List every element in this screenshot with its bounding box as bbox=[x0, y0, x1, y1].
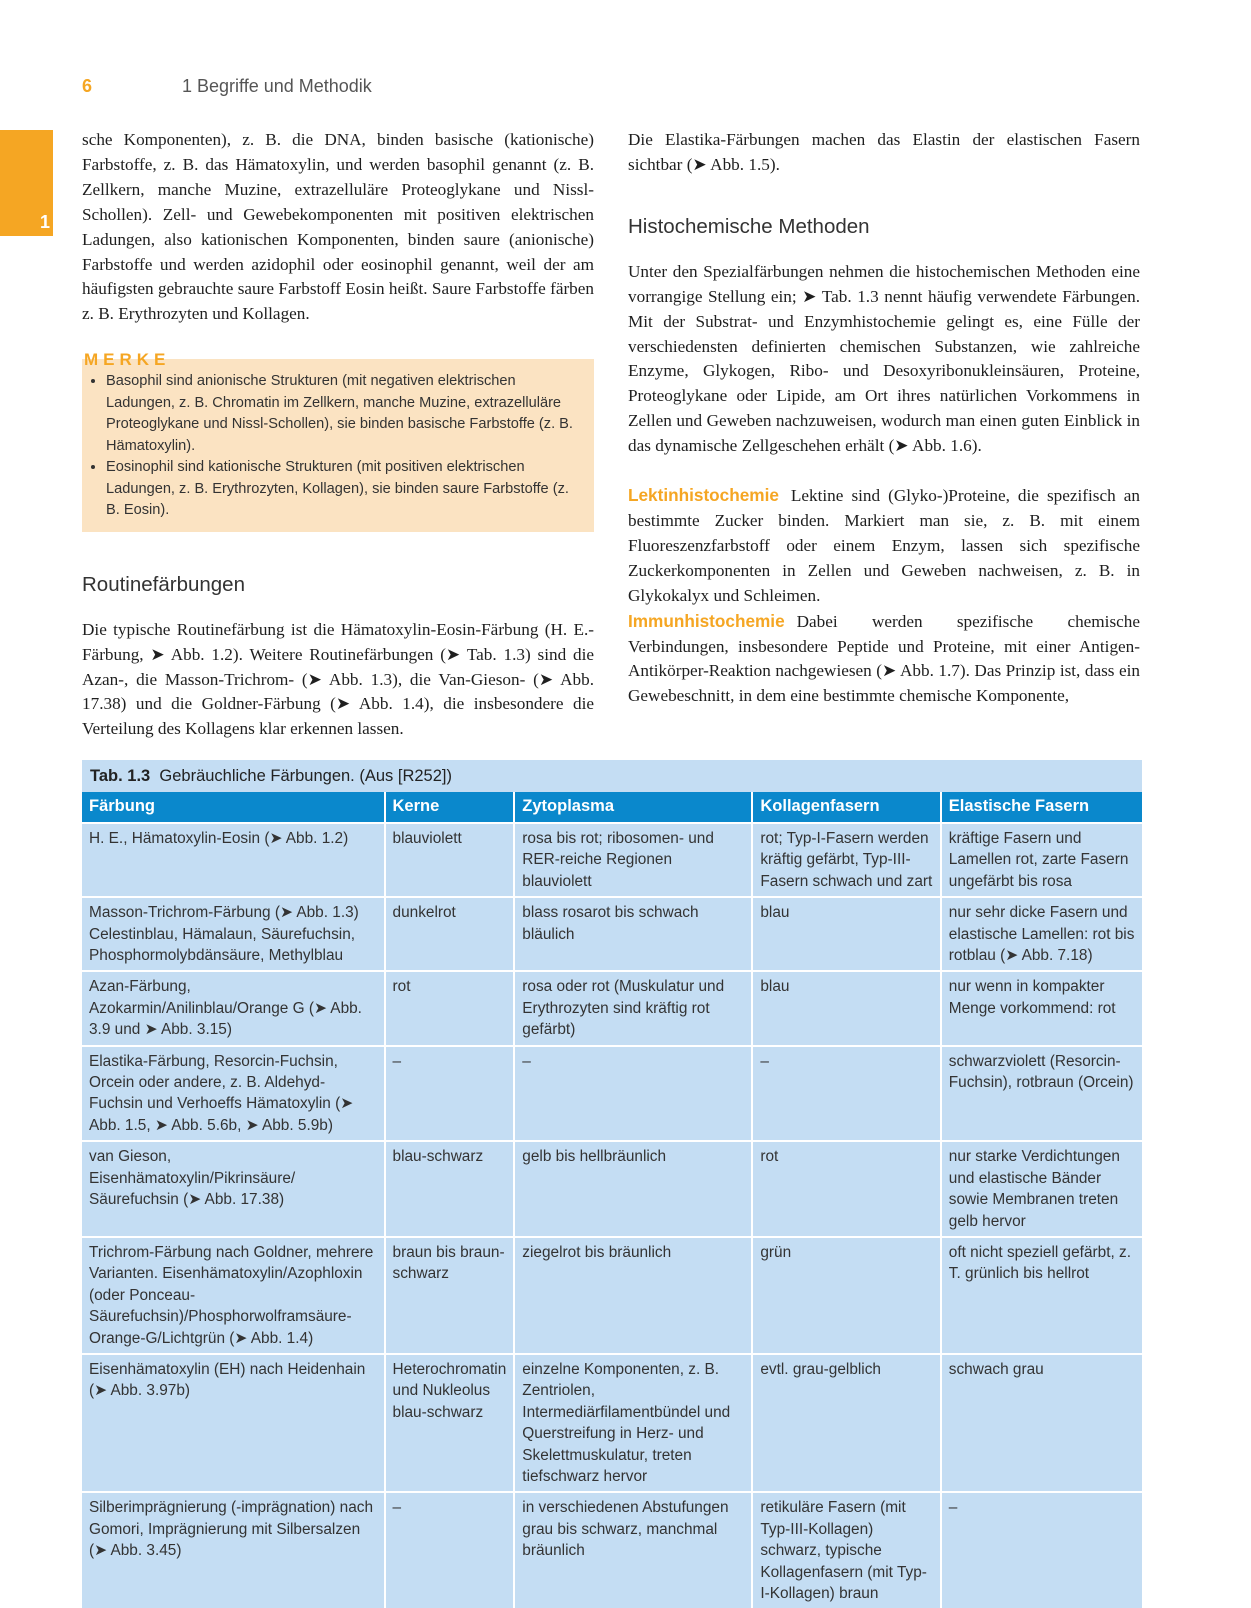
chapter-side-tab bbox=[0, 130, 53, 236]
merke-item: • Eosinophil sind kationische Strukturen (mit positiven elektrischen Ladungen, z. B. Erythrozyten, Kollagen), sie binden saure Farbstoffe (z. B. Eosin). bbox=[106, 457, 584, 522]
heading-routinefaerbungen: Routinefärbungen bbox=[82, 572, 245, 596]
table-cell: gelb bis hellbräunlich bbox=[514, 1141, 752, 1237]
table-cell: ziegelrot bis bräunlich bbox=[514, 1237, 752, 1354]
table-cell: van Gieson, Eisenhämatoxylin/Pikrinsäure/ Säurefuchsin (➤ Abb. 17.38) bbox=[82, 1141, 385, 1237]
table-row bbox=[82, 823, 1142, 897]
table-cell: rot bbox=[752, 1141, 940, 1237]
column-header: Zytoplasma bbox=[514, 792, 752, 823]
column-header: Elastische Fasern bbox=[941, 792, 1142, 823]
merke-list bbox=[92, 371, 584, 522]
lektin-heading: Lektinhistochemie bbox=[628, 485, 779, 506]
table-row bbox=[82, 1046, 1142, 1142]
table-cell: Elastika-Färbung, Resorcin-Fuchsin, Orcein oder andere, z. B. Aldehyd-Fuchsin und Verhoeffs Hämatoxylin (➤ Abb. 1.5, ➤ Abb. 5.6b, ➤ Abb. 5.9b) bbox=[82, 1046, 385, 1142]
running-header bbox=[82, 76, 372, 97]
right-paragraph-2: Unter den Spezialfärbungen nehmen die histochemischen Methoden eine vorrangige Stellung ein; ➤ Tab. 1.3 nennt häufig verwendete Färbungen. Mit der Substrat- und Enzymhistochemie gelingt es, eine Fülle der verschiedensten definierten chemischen Substanzen, wie zahlreiche Enzyme, Glykogen, Ribo- und Desoxyribonukleinsäuren, Proteine, Proteoglykane oder Lipide, am Ort ihres natürlichen Vorkommens in Zellen und Geweben nachzuweisen, wodurch man einen guten Einblick in das dynamische Zellgeschehen erhält (➤ Abb. 1.6). bbox=[628, 261, 1140, 456]
left-column bbox=[82, 128, 594, 742]
table-row bbox=[82, 897, 1142, 971]
table-cell: Azan-Färbung, Azokarmin/Anilinblau/Orange G (➤ Abb. 3.9 und ➤ Abb. 3.15) bbox=[82, 971, 385, 1045]
table-caption-text: Gebräuchliche Färbungen. (Aus [R252]) bbox=[159, 767, 452, 785]
table-cell: blau-schwarz bbox=[385, 1141, 515, 1237]
chapter-title: 1 Begriffe und Methodik bbox=[182, 76, 372, 96]
table-cell: blau bbox=[752, 971, 940, 1045]
table-row bbox=[82, 1141, 1142, 1237]
right-column bbox=[628, 128, 1140, 709]
left-paragraph-2: Die typische Routinefärbung ist die Hämatoxylin-Eosin-Färbung (H. E.-Färbung, ➤ Abb. 1.2). Weitere Routinefärbungen (➤ Tab. 1.3) sind die Azan-, die Masson-Trichrom- (➤ Abb. 1.3), die Van-Gieson- (➤ Abb. 17.38) und die Goldner-Färbung (➤ Abb. 1.4), die insbesondere die Verteilung des Kollagens klar erkennen lassen. bbox=[82, 619, 594, 739]
table-cell: Eisenhämatoxylin (EH) nach Heidenhain (➤ Abb. 3.97b) bbox=[82, 1354, 385, 1492]
table-cell: oft nicht speziell gefärbt, z. T. grünlich bis hellrot bbox=[941, 1237, 1142, 1354]
column-header: Kollagenfasern bbox=[752, 792, 940, 823]
heading-histochemische-methoden: Histochemische Methoden bbox=[628, 214, 870, 238]
table-cell: grün bbox=[752, 1237, 940, 1354]
table-row bbox=[82, 1354, 1142, 1492]
table-caption-label: Tab. 1.3 bbox=[90, 767, 151, 785]
table-cell: Trichrom-Färbung nach Goldner, mehrere Varianten. Eisenhämatoxylin/Azophloxin (oder Ponceau-Säurefuchsin)/Phosphorwolframsäure-Orange-G/Lichtgrün (➤ Abb. 1.4) bbox=[82, 1237, 385, 1354]
table-cell: rosa oder rot (Muskulatur und Erythrozyten sind kräftig rot gefärbt) bbox=[514, 971, 752, 1045]
column-header: Färbung bbox=[82, 792, 385, 823]
lektin-paragraph bbox=[628, 483, 1140, 609]
table-cell: blauviolett bbox=[385, 823, 515, 897]
table-cell: blau bbox=[752, 897, 940, 971]
table-cell: einzelne Komponenten, z. B. Zentriolen, Intermediärfilamentbündel und Querstreifung in Herz- und Skelettmuskulatur, treten tiefschwarz hervor bbox=[514, 1354, 752, 1492]
immun-heading: Immunhistochemie bbox=[628, 610, 785, 631]
table-cell: – bbox=[752, 1046, 940, 1142]
table-row bbox=[82, 1492, 1142, 1608]
merke-item: • Basophil sind anionische Strukturen (mit negativen elektrischen Ladungen, z. B. Chromatin im Zellkern, manche Muzine, extrazelluläre Proteoglykane und Nissl-Schollen), sie binden basische Farbstoffe (z. B. Hämatoxylin). bbox=[106, 371, 584, 457]
table-cell: Heterochromatin und Nukleolus blau-schwarz bbox=[385, 1354, 515, 1492]
table-caption bbox=[82, 760, 1142, 792]
staining-table bbox=[82, 760, 1142, 1608]
table-cell: – bbox=[385, 1046, 515, 1142]
right-paragraph-1: Die Elastika-Färbungen machen das Elastin der elastischen Fasern sichtbar (➤ Abb. 1.5). bbox=[628, 130, 1140, 174]
table-row bbox=[82, 1237, 1142, 1354]
table-cell: rosa bis rot; ribosomen- und RER-reiche Regionen blauviolett bbox=[514, 823, 752, 897]
table-cell: Silberimprägnierung (-imprägnation) nach Gomori, Imprägnierung mit Silbersalzen (➤ Abb. 3.45) bbox=[82, 1492, 385, 1608]
table-cell: nur wenn in kompakter Menge vorkommend: rot bbox=[941, 971, 1142, 1045]
table-cell: braun bis braun-schwarz bbox=[385, 1237, 515, 1354]
table-cell: nur starke Verdichtungen und elastische Bänder sowie Membranen treten gelb hervor bbox=[941, 1141, 1142, 1237]
table-cell: – bbox=[941, 1492, 1142, 1608]
table-cell: rot; Typ-I-Fasern werden kräftig gefärbt, Typ-III-Fasern schwach und zart bbox=[752, 823, 940, 897]
chapter-side-tab-label: 1 bbox=[40, 212, 51, 232]
left-paragraph-1: sche Komponenten), z. B. die DNA, binden basische (kationische) Farbstoffe, z. B. das Hämatoxylin, und werden basophil genannt (z. B. Zellkern, manche Muzine, extrazelluläre Proteoglykane und Nissl-Schollen). Zell- und Gewebekomponenten mit positiven elektrischen Ladungen, also kationischen Komponenten, binden saure (anionische) Farbstoffe und werden azidophil oder eosinophil genannt, weil der am häufigsten gebrauchte saure Farbstoff Eosin heißt. Saure Farbstoffe färben z. B. Erythrozyten und Kollagen. bbox=[82, 130, 594, 324]
immun-text: Dabei werden spezifische chemische Verbindungen, insbesondere Peptide und Proteine, mit einer Antigen-Antikörper-Reaktion nachgewiesen (➤ Abb. 1.7). Das Prinzip ist, dass ein Gewebeschnitt, in dem eine bestimmte chemische Komponente, bbox=[628, 611, 1140, 706]
table-cell: retikuläre Fasern (mit Typ-III-Kollagen) schwarz, typische Kollagenfasern (mit Typ-I-Kollagen) braun bbox=[752, 1492, 940, 1608]
table bbox=[82, 792, 1142, 1608]
table-cell: nur sehr dicke Fasern und elastische Lamellen: rot bis rotblau (➤ Abb. 7.18) bbox=[941, 897, 1142, 971]
table-cell: blass rosarot bis schwach bläulich bbox=[514, 897, 752, 971]
table-header-row bbox=[82, 792, 1142, 823]
table-cell: kräftige Fasern und Lamellen rot, zarte Fasern ungefärbt bis rosa bbox=[941, 823, 1142, 897]
merke-title: MERKE bbox=[84, 350, 171, 370]
table-cell: in verschiedenen Abstufungen grau bis schwarz, manchmal bräunlich bbox=[514, 1492, 752, 1608]
table-cell: – bbox=[385, 1492, 515, 1608]
column-header: Kerne bbox=[385, 792, 515, 823]
merke-box bbox=[82, 350, 594, 532]
immun-paragraph bbox=[628, 609, 1140, 710]
table-cell: dunkelrot bbox=[385, 897, 515, 971]
table-cell: evtl. grau-gelblich bbox=[752, 1354, 940, 1492]
table-row bbox=[82, 971, 1142, 1045]
table-cell: schwach grau bbox=[941, 1354, 1142, 1492]
page-number: 6 bbox=[82, 76, 93, 96]
table-cell: rot bbox=[385, 971, 515, 1045]
table-cell: H. E., Hämatoxylin-Eosin (➤ Abb. 1.2) bbox=[82, 823, 385, 897]
table-cell: – bbox=[514, 1046, 752, 1142]
lektin-text: Lektine sind (Glyko-)Proteine, die spezifisch an bestimmte Zucker binden. Markiert man sie, z. B. mit einem Fluoreszenzfarbstoff oder einem Enzym, lassen sich spezifische Zuckerkomponenten in Zellen und Geweben nachweisen, z. B. in Glykokalyx und Schleimen. bbox=[628, 486, 1140, 605]
table-cell: schwarzviolett (Resorcin-Fuchsin), rotbraun (Orcein) bbox=[941, 1046, 1142, 1142]
table-cell: Masson-Trichrom-Färbung (➤ Abb. 1.3) Celestinblau, Hämalaun, Säurefuchsin, Phosphormolybdänsäure, Methylblau bbox=[82, 897, 385, 971]
